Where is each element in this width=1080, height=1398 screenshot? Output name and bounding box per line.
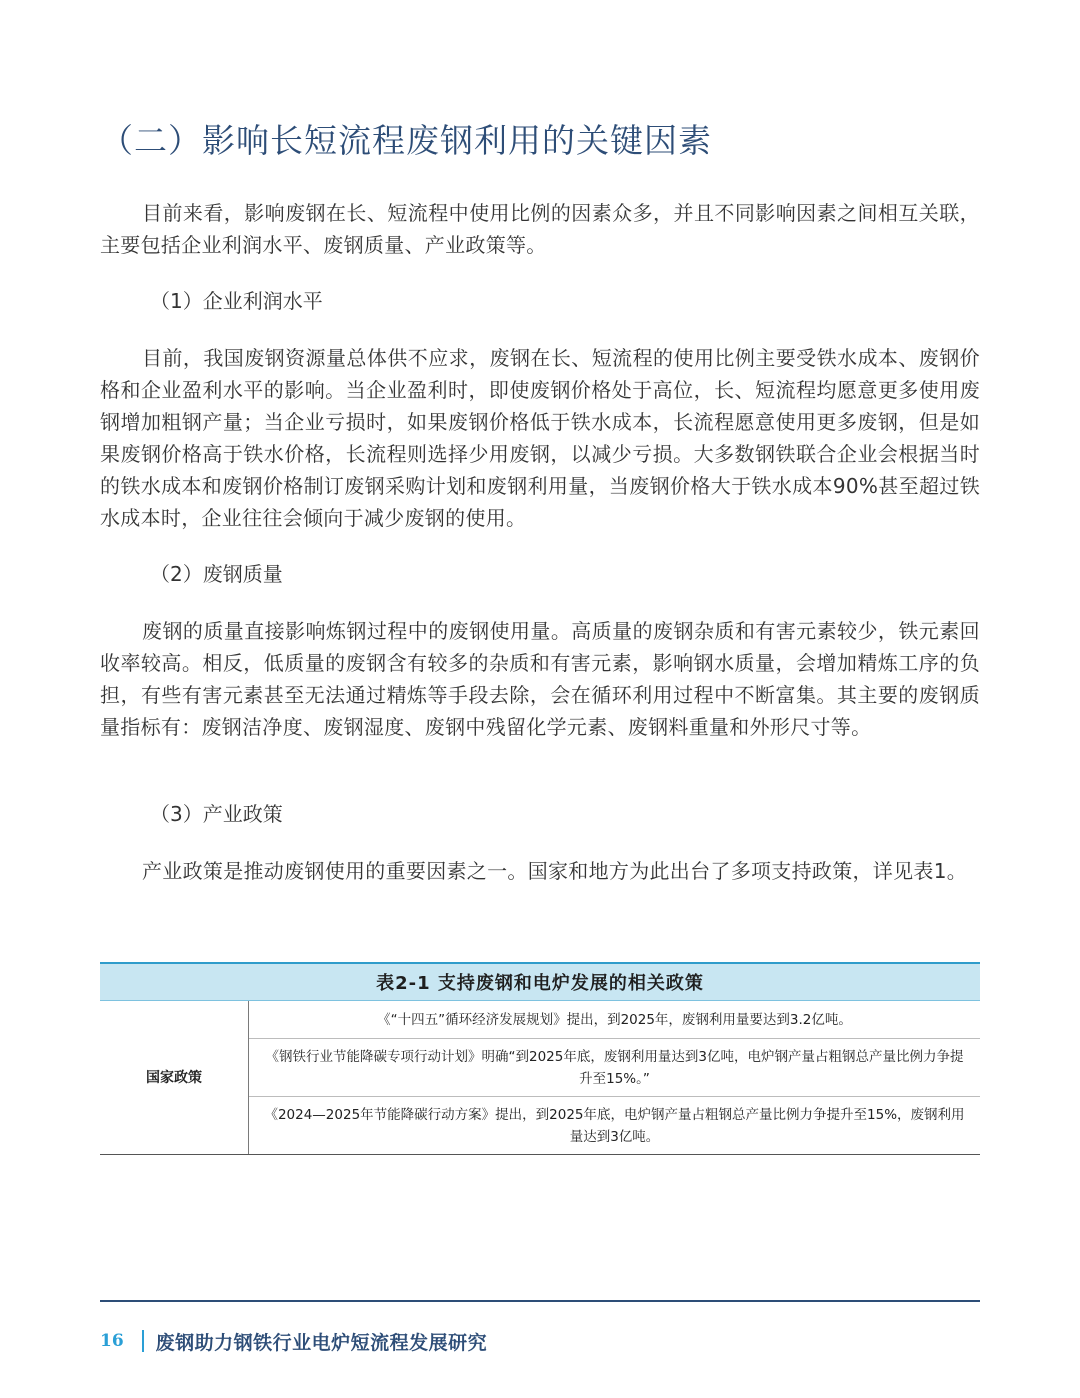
table-caption-row [100, 963, 980, 1001]
section-heading: （二）影响长短流程废钢利用的关键因素 [100, 121, 712, 160]
table-row [100, 1001, 980, 1039]
table-caption: 表2-1 支持废钢和电炉发展的相关政策 [100, 963, 980, 1001]
table-cell-policy-3: 《2024—2025年节能降碳行动方案》提出，到2025年底，电炉钢产量占粗钢总产量比例力争提升至15%，废钢利用量达到3亿吨。 [249, 1097, 981, 1155]
subheading-profit-level: （1）企业利润水平 [150, 289, 323, 313]
subheading-industrial-policy: （3）产业政策 [150, 802, 283, 826]
paragraph-scrap-quality: 废钢的质量直接影响炼钢过程中的废钢使用量。高质量的废钢杂质和有害元素较少，铁元素回收率较高。相反，低质量的废钢含有较多的杂质和有害元素，影响钢水质量，会增加精炼工序的负担，有些有害元素甚至无法通过精炼等手段去除，会在循环利用过程中不断富集。其主要的废钢质量指标有：废钢洁净度、废钢湿度、废钢中残留化学元素、废钢料重量和外形尺寸等。 [100, 619, 980, 739]
subheading-scrap-quality: （2）废钢质量 [150, 562, 283, 586]
table-cell-policy-1: 《“十四五”循环经济发展规划》提出，到2025年，废钢利用量要达到3.2亿吨。 [249, 1001, 981, 1039]
intro-paragraph: 目前来看，影响废钢在长、短流程中使用比例的因素众多，并且不同影响因素之间相互关联，主要包括企业利润水平、废钢质量、产业政策等。 [100, 201, 980, 257]
book-title: 废钢助力钢铁行业电炉短流程发展研究 [155, 1331, 488, 1354]
paragraph-profit-level: 目前，我国废钢资源量总体供不应求，废钢在长、短流程的使用比例主要受铁水成本、废钢价格和企业盈利水平的影响。当企业盈利时，即使废钢价格处于高位，长、短流程均愿意更多使用废钢增加粗钢产量；当企业亏损时，如果废钢价格低于铁水成本，长流程愿意使用更多废钢，但是如果废钢价格高于铁水价格，长流程则选择少用废钢，以减少亏损。大多数钢铁联合企业会根据当时的铁水成本和废钢价格制订废钢采购计划和废钢利用量，当废钢价格大于铁水成本90%甚至超过铁水成本时，企业往往会倾向于减少废钢的使用。 [100, 346, 980, 530]
footer-divider [142, 1330, 144, 1352]
paragraph-industrial-policy: 产业政策是推动废钢使用的重要因素之一。国家和地方为此出台了多项支持政策，详见表1。 [142, 859, 968, 883]
page-number: 16 [100, 1331, 124, 1351]
table-category-cell: 国家政策 [100, 1001, 249, 1155]
page-footer [100, 1326, 487, 1356]
policy-table [100, 962, 980, 1155]
footer-rule [100, 1300, 980, 1302]
table-cell-policy-2: 《钢铁行业节能降碳专项行动计划》明确“到2025年底，废钢利用量达到3亿吨，电炉钢产量占粗钢总产量比例力争提升至15%。” [249, 1039, 981, 1097]
